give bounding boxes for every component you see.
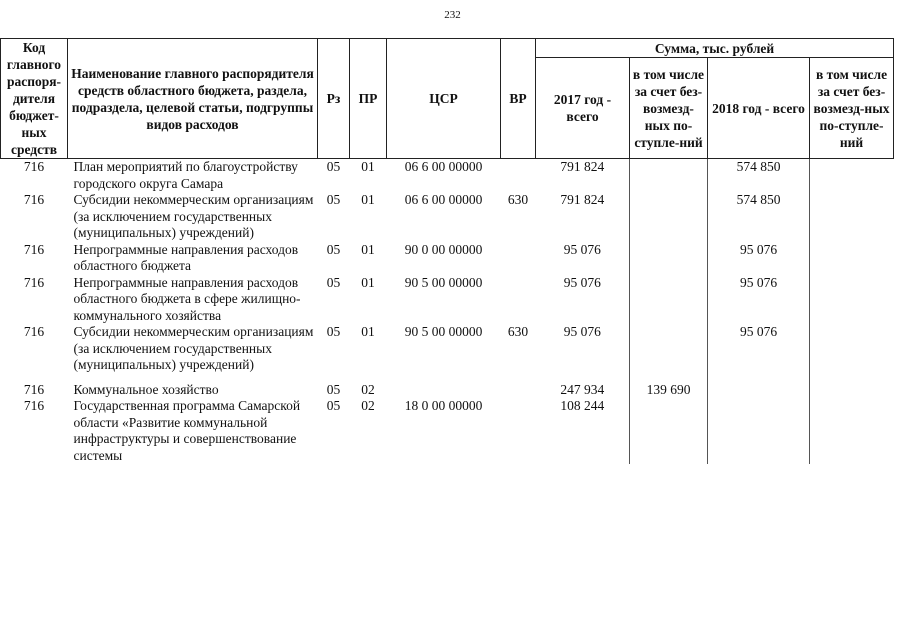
cell-name: Непрограммные направления расходов областного бюджета — [73, 241, 299, 273]
cell-vr — [501, 242, 536, 275]
header-2018-total: 2018 год - всего — [708, 58, 810, 159]
cell-name: Непрограммные направления расходов областного бюджета в сфере жилищно-коммунального хозяйства — [73, 274, 301, 323]
header-rz: Рз — [318, 39, 350, 159]
cell-code: 716 — [23, 159, 45, 174]
header-2018-free: в том числе за счет без-возмезд-ных по-ступле-ний — [810, 58, 894, 159]
cell-code: 716 — [23, 274, 45, 290]
cell-2017-free — [630, 398, 708, 464]
cell-2017-total: 95 076 — [563, 241, 601, 257]
cell-2017-total: 791 824 — [560, 192, 605, 207]
cell-name: Субсидии некоммерческим организациям (за исключением государственных (муниципальных) учреждений) — [73, 192, 314, 240]
header-code: Код главного распоря-дителя бюджет-ных средств — [1, 39, 68, 159]
cell-2017-total: 95 076 — [563, 274, 601, 290]
cell-2018-free — [810, 275, 894, 325]
cell-rz: 05 — [326, 274, 341, 290]
cell-vr — [501, 275, 536, 325]
cell-pr: 02 — [361, 381, 375, 397]
cell-2017-total: 791 824 — [560, 159, 605, 174]
cell-csr — [387, 374, 501, 399]
cell-2017-total: 95 076 — [563, 324, 601, 339]
cell-2017-total: 108 244 — [560, 398, 605, 413]
cell-rz: 05 — [326, 381, 341, 397]
cell-2018-total: 95 076 — [708, 242, 810, 275]
cell-2018-total: 95 076 — [708, 275, 810, 325]
cell-2018-free — [810, 192, 894, 242]
cell-pr: 01 — [361, 159, 375, 174]
cell-2018-total — [708, 374, 810, 399]
header-csr: ЦСР — [387, 39, 501, 159]
table-row — [1, 192, 894, 242]
cell-csr: 90 0 00 00000 — [404, 241, 483, 257]
cell-rz: 05 — [326, 324, 341, 339]
cell-csr: 06 6 00 00000 — [404, 192, 483, 207]
cell-rz: 05 — [326, 192, 341, 207]
cell-2018-total: 574 850 — [708, 192, 810, 242]
cell-2017-free — [630, 275, 708, 325]
cell-2018-total — [708, 398, 810, 464]
table-row — [1, 159, 894, 193]
cell-2017-free: 139 690 — [630, 374, 708, 399]
cell-pr: 01 — [361, 192, 375, 207]
cell-pr: 02 — [361, 398, 375, 413]
cell-2018-free — [810, 398, 894, 464]
cell-csr: 90 5 00 00000 — [404, 324, 483, 339]
header-name: Наименование главного распорядителя средств областного бюджета, раздела, подраздела, целевой статьи, подгруппы видов расходов — [68, 39, 318, 159]
budget-table — [0, 38, 894, 464]
cell-2018-total: 574 850 — [708, 159, 810, 193]
cell-pr: 01 — [361, 324, 375, 339]
cell-code: 716 — [23, 381, 45, 397]
cell-csr: 90 5 00 00000 — [404, 274, 483, 290]
cell-name: Коммунальное хозяйство — [73, 381, 219, 397]
cell-code: 716 — [23, 192, 45, 207]
table-row — [1, 398, 894, 464]
cell-2017-free — [630, 324, 708, 374]
cell-name: Субсидии некоммерческим организациям (за исключением государственных (муниципальных) учреждений) — [73, 324, 314, 372]
table-body — [1, 159, 894, 465]
table-row — [1, 324, 894, 374]
cell-rz: 05 — [326, 241, 341, 257]
header-sum-group: Сумма, тыс. рублей — [536, 39, 894, 58]
cell-2017-total: 247 934 — [560, 381, 605, 397]
cell-vr — [501, 374, 536, 399]
cell-code: 716 — [23, 241, 45, 257]
cell-2018-total: 95 076 — [708, 324, 810, 374]
cell-2018-free — [810, 159, 894, 193]
cell-vr — [501, 159, 536, 193]
header-vr: ВР — [501, 39, 536, 159]
cell-name: Государственная программа Самарской области «Развитие коммунальной инфраструктуры и совершенствование системы — [73, 398, 301, 463]
cell-vr: 630 — [507, 192, 529, 207]
cell-rz: 05 — [326, 159, 341, 174]
table-row — [1, 275, 894, 325]
cell-vr: 630 — [507, 324, 529, 339]
cell-pr: 01 — [361, 241, 375, 257]
cell-2018-free — [810, 324, 894, 374]
cell-vr — [501, 398, 536, 464]
cell-2018-free — [810, 242, 894, 275]
cell-code: 716 — [23, 324, 45, 339]
header-pr: ПР — [350, 39, 387, 159]
cell-code: 716 — [23, 398, 45, 413]
table-row — [1, 242, 894, 275]
cell-2017-free — [630, 242, 708, 275]
page-number: 232 — [444, 9, 461, 21]
cell-2017-free — [630, 192, 708, 242]
header-2017-total: 2017 год - всего — [536, 58, 630, 159]
cell-csr: 18 0 00 00000 — [404, 398, 483, 413]
cell-pr: 01 — [361, 274, 375, 290]
cell-2018-free — [810, 374, 894, 399]
cell-rz: 05 — [326, 398, 341, 413]
cell-csr: 06 6 00 00000 — [404, 159, 483, 174]
cell-name: План мероприятий по благоустройству городского округа Самара — [73, 159, 298, 191]
table-row — [1, 374, 894, 399]
cell-2017-free — [630, 159, 708, 193]
header-2017-free: в том числе за счет без-возмезд-ных по-ступле-ний — [630, 58, 708, 159]
